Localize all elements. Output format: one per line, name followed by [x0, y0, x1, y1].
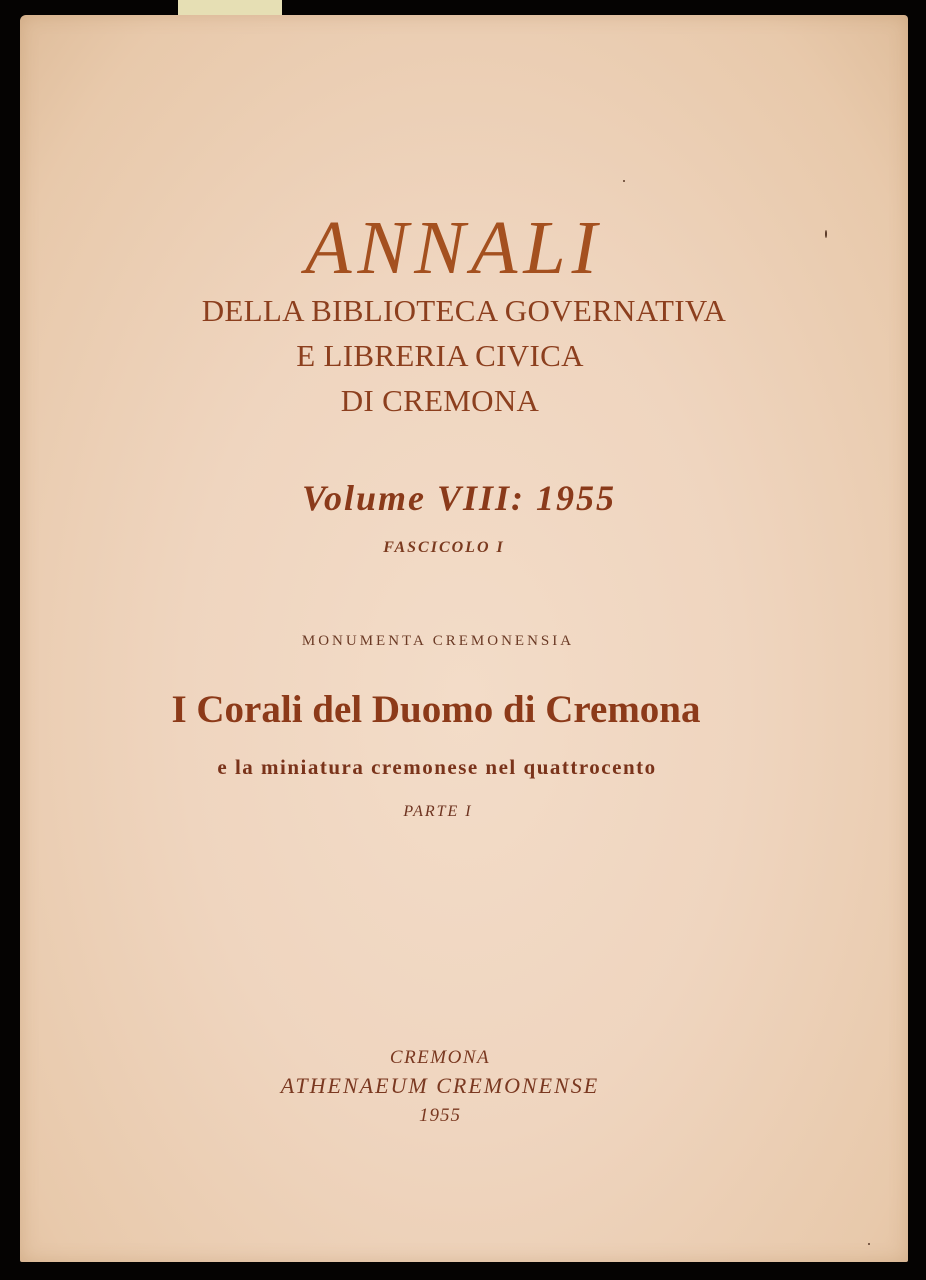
work-subtitle: e la miniatura cremonese nel quattrocento	[217, 755, 657, 779]
paper-speck	[868, 1243, 870, 1245]
volume-label: Volume VIII: 1955	[301, 478, 617, 518]
book-cover-page	[20, 15, 908, 1262]
scanner-tape	[178, 0, 282, 15]
institution-line-1: DELLA BIBLIOTECA GOVERNATIVA	[201, 293, 727, 328]
main-title: ANNALI	[305, 206, 603, 290]
paper-speck	[623, 180, 625, 182]
institution-line-2: E LIBRERIA CIVICA	[296, 338, 584, 373]
series-title: MONUMENTA CREMONENSIA	[301, 633, 575, 649]
imprint-publisher: ATHENAEUM CREMONENSE	[280, 1073, 600, 1098]
imprint-year: 1955	[419, 1105, 461, 1126]
institution-line-3: DI CREMONA	[340, 383, 540, 418]
imprint-place: CREMONA	[389, 1047, 491, 1068]
work-title: I Corali del Duomo di Cremona	[171, 688, 701, 731]
fascicolo-label: FASCICOLO I	[383, 539, 505, 556]
part-label: PARTE I	[403, 803, 473, 820]
paper-speck	[825, 230, 827, 238]
